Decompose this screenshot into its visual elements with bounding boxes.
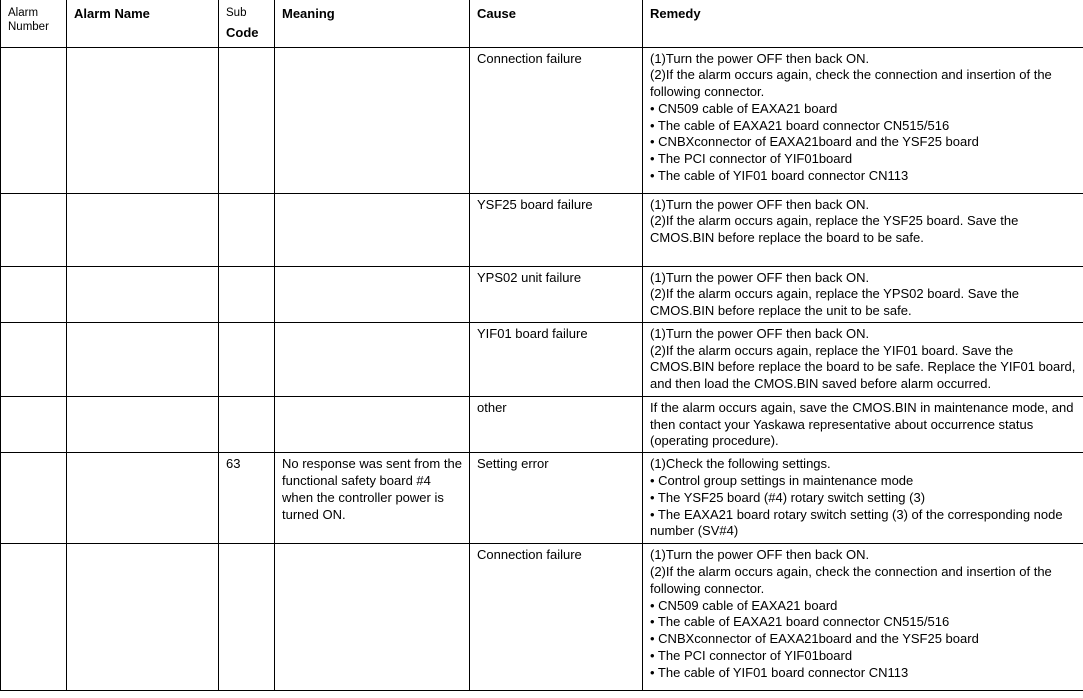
remedy-line: • The PCI connector of YIF01board xyxy=(650,648,853,664)
header-alarm-number: Alarm Number xyxy=(1,0,67,47)
remedy-line: • Control group settings in maintenance mode xyxy=(650,473,914,489)
remedy-cell xyxy=(643,544,1083,691)
sub-code-cell: 63 xyxy=(219,453,275,544)
meaning-cell xyxy=(275,47,470,193)
meaning-cell xyxy=(275,544,470,691)
remedy-line: (2)If the alarm occurs again, replace the YPS02 board. Save the CMOS.BIN before replace the unit to be safe. xyxy=(650,286,1020,319)
table-row xyxy=(1,396,1083,452)
table-row xyxy=(1,453,1083,544)
cause-cell: Connection failure xyxy=(470,544,643,691)
table-row xyxy=(1,544,1083,691)
remedy-line: If the alarm occurs again, save the CMOS.BIN in maintenance mode, and then contact your Yaskawa representative about occurrence status (operating procedure). xyxy=(650,399,1074,449)
header-remedy: Remedy xyxy=(643,0,1083,47)
remedy-line: • The cable of EAXA21 board connector CN515/516 xyxy=(650,614,950,630)
meaning-cell xyxy=(275,322,470,396)
meaning-cell xyxy=(275,396,470,452)
cause-cell: Connection failure xyxy=(470,47,643,193)
alarm-number-cell xyxy=(1,396,67,452)
alarm-number-cell xyxy=(1,544,67,691)
remedy-line: • CN509 cable of EAXA21 board xyxy=(650,597,838,613)
sub-code-cell xyxy=(219,322,275,396)
remedy-line: (1)Turn the power OFF then back ON. xyxy=(650,325,870,341)
remedy-line: • The EAXA21 board rotary switch setting (3) of the corresponding node number (SV#4) xyxy=(650,506,1063,539)
cause-cell: YPS02 unit failure xyxy=(470,266,643,322)
remedy-cell xyxy=(643,453,1083,544)
remedy-line: • CNBXconnector of EAXA21board and the YSF25 board xyxy=(650,631,979,647)
remedy-line: (1)Turn the power OFF then back ON. xyxy=(650,547,870,563)
alarm-name-cell xyxy=(67,193,219,266)
remedy-line: • The cable of YIF01 board connector CN113 xyxy=(650,168,909,184)
alarm-number-cell xyxy=(1,266,67,322)
header-sub-code: Sub Code xyxy=(219,0,275,47)
remedy-line: • The PCI connector of YIF01board xyxy=(650,151,853,167)
alarm-name-cell xyxy=(67,322,219,396)
table-row xyxy=(1,266,1083,322)
alarm-name-cell xyxy=(67,453,219,544)
remedy-line: (1)Turn the power OFF then back ON. xyxy=(650,50,870,66)
alarm-name-cell xyxy=(67,544,219,691)
alarm-name-cell xyxy=(67,266,219,322)
alarm-number-cell xyxy=(1,47,67,193)
table-row xyxy=(1,47,1083,193)
sub-code-cell xyxy=(219,266,275,322)
sub-code-cell xyxy=(219,396,275,452)
remedy-line: (2)If the alarm occurs again, replace the YIF01 board. Save the CMOS.BIN before replace the board to be safe. Replace the YIF01 board, and then load the CMOS.BIN saved before alarm occurred. xyxy=(650,342,1076,392)
meaning-cell xyxy=(275,266,470,322)
meaning-cell: No response was sent from the functional safety board #4 when the controller power is turned ON. xyxy=(275,453,470,544)
alarm-number-cell xyxy=(1,322,67,396)
sub-code-cell xyxy=(219,544,275,691)
header-meaning: Meaning xyxy=(275,0,470,47)
remedy-line: (1)Turn the power OFF then back ON. xyxy=(650,269,870,285)
remedy-line: (1)Check the following settings. xyxy=(650,456,831,472)
remedy-cell xyxy=(643,266,1083,322)
remedy-line: • The cable of EAXA21 board connector CN515/516 xyxy=(650,117,950,133)
cause-cell: YSF25 board failure xyxy=(470,193,643,266)
alarm-name-cell xyxy=(67,47,219,193)
cause-cell: YIF01 board failure xyxy=(470,322,643,396)
remedy-cell xyxy=(643,396,1083,452)
remedy-line: (2)If the alarm occurs again, replace the YSF25 board. Save the CMOS.BIN before replace the board to be safe. xyxy=(650,213,1019,246)
remedy-line: • The YSF25 board (#4) rotary switch setting (3) xyxy=(650,489,926,505)
alarm-number-cell xyxy=(1,193,67,266)
sub-code-cell xyxy=(219,47,275,193)
remedy-line: (1)Turn the power OFF then back ON. xyxy=(650,196,870,212)
remedy-line: • The cable of YIF01 board connector CN113 xyxy=(650,664,909,680)
remedy-line: (2)If the alarm occurs again, check the connection and insertion of the following connector. xyxy=(650,67,1052,100)
remedy-line: • CN509 cable of EAXA21 board xyxy=(650,100,838,116)
header-cause: Cause xyxy=(470,0,643,47)
table-row xyxy=(1,322,1083,396)
header-row xyxy=(1,0,1083,47)
remedy-line: (2)If the alarm occurs again, check the connection and insertion of the following connector. xyxy=(650,564,1052,596)
remedy-cell xyxy=(643,193,1083,266)
cause-cell: Setting error xyxy=(470,453,643,544)
alarm-name-cell xyxy=(67,396,219,452)
remedy-cell xyxy=(643,322,1083,396)
alarm-number-cell xyxy=(1,453,67,544)
cause-cell: other xyxy=(470,396,643,452)
remedy-line: • CNBXconnector of EAXA21board and the YSF25 board xyxy=(650,134,979,150)
remedy-cell xyxy=(643,47,1083,193)
meaning-cell xyxy=(275,193,470,266)
header-alarm-name: Alarm Name xyxy=(67,0,219,47)
table-row xyxy=(1,193,1083,266)
sub-code-cell xyxy=(219,193,275,266)
